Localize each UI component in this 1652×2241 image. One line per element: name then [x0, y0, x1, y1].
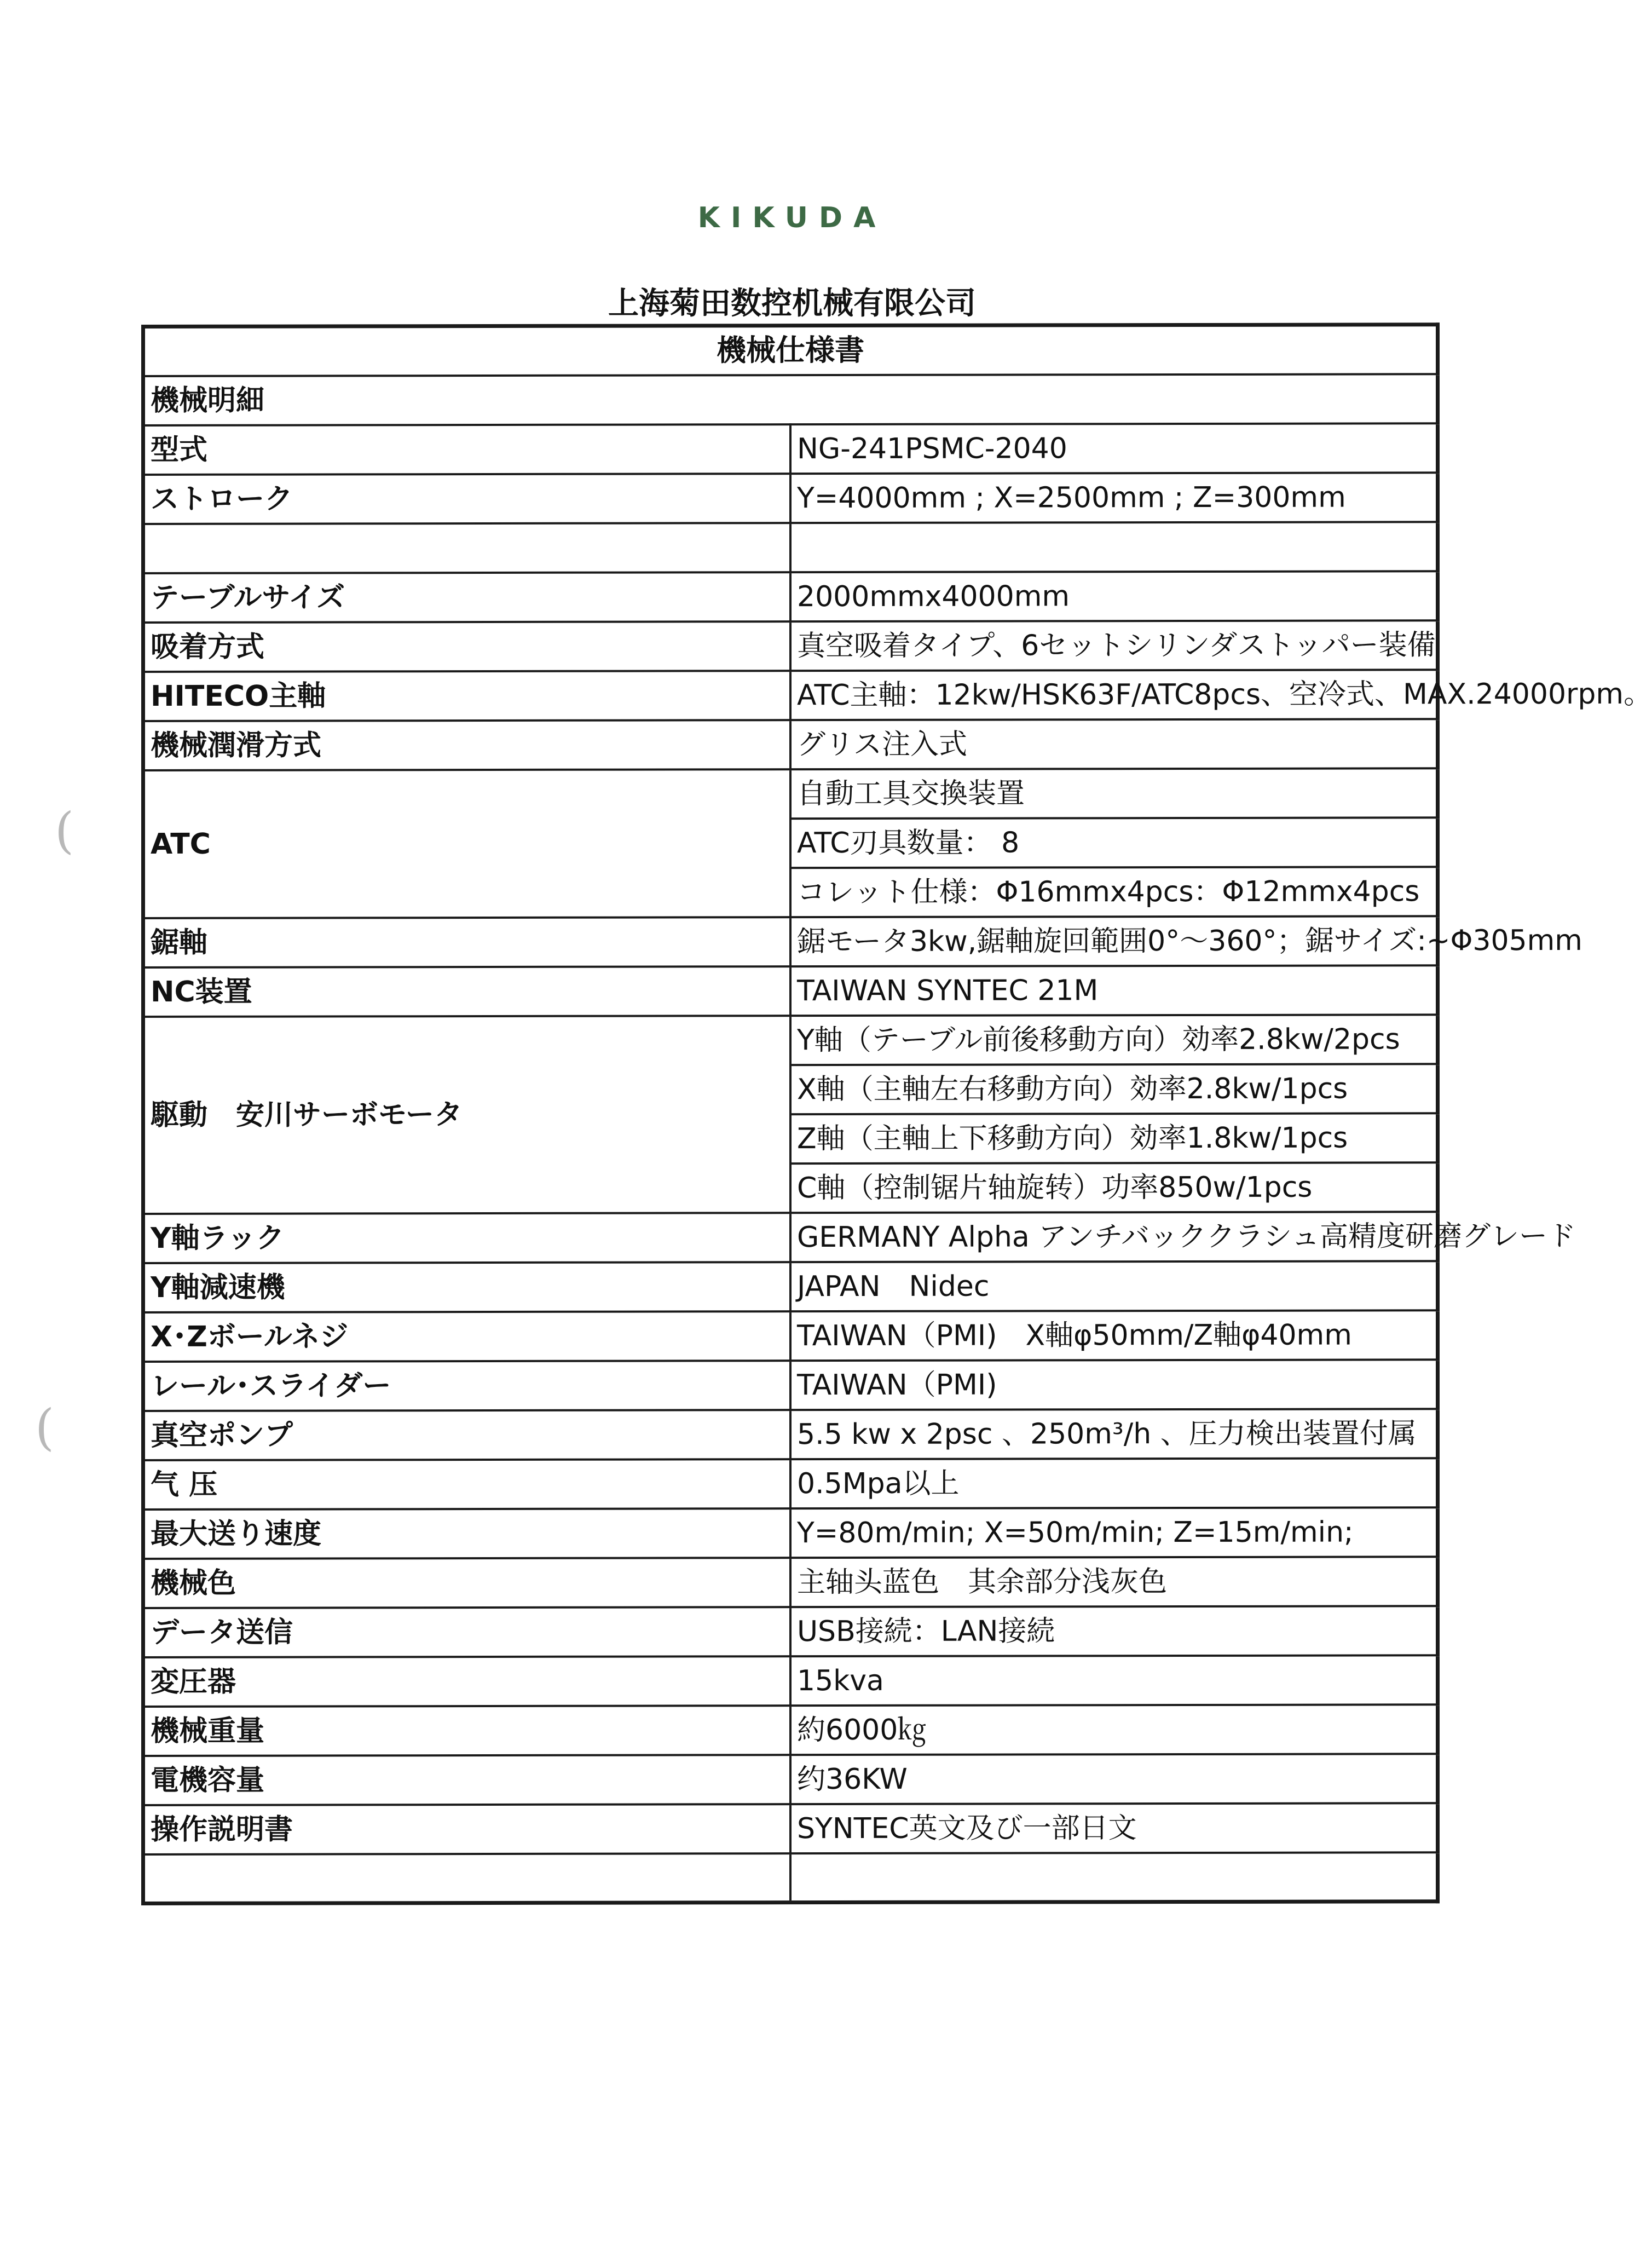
brand-logo: KIKUDA [697, 201, 887, 234]
spec-value: 自動工具交換装置 [790, 768, 1438, 819]
spec-label: 气 压 [143, 1459, 791, 1510]
spec-label: 駆動 安川サーボモータ [143, 1016, 791, 1214]
spec-value: GERMANY Alpha アンチバッククラシュ高精度研磨グレード [790, 1212, 1438, 1262]
table-row [143, 1359, 1438, 1411]
spec-label: 最大送り速度 [143, 1508, 791, 1559]
spec-value: 0.5Mpa以上 [790, 1458, 1438, 1508]
spec-label: X･Zボールネジ [143, 1311, 791, 1362]
spec-label: 機械潤滑方式 [143, 720, 791, 770]
spec-label: 電機容量 [143, 1755, 791, 1805]
table-row [143, 473, 1438, 524]
spec-label: 鋸軸 [143, 917, 791, 967]
spec-value: 约36KW [790, 1754, 1438, 1804]
spec-value: C軸（控制锯片轴旋转）功率850w/1pcs [790, 1162, 1438, 1213]
table-row [143, 965, 1438, 1017]
table-title-row [143, 325, 1438, 376]
table-row [143, 1261, 1438, 1312]
spec-value [790, 522, 1438, 572]
spec-label: ストローク [143, 474, 791, 524]
table-section-row [143, 374, 1438, 425]
section-heading: 機械明細 [143, 374, 1438, 425]
table-row [143, 1606, 1438, 1657]
spec-value: 主轴头蓝色 其余部分浅灰色 [790, 1557, 1438, 1607]
spec-value: JAPAN Nidec [790, 1261, 1438, 1311]
spec-label: NC装置 [143, 966, 791, 1017]
spec-label: レール･スライダー [143, 1361, 791, 1411]
spec-value: 2000mmx4000mm [790, 571, 1438, 621]
spec-label: HITECO主軸 [143, 671, 791, 721]
table-row [143, 768, 1438, 820]
spec-label: 真空ポンプ [143, 1410, 791, 1460]
table-row [143, 1507, 1438, 1559]
table-row [143, 1310, 1438, 1362]
spec-value: 5.5 kw x 2psc 、250m³/h 、圧力検出装置付属 [790, 1409, 1438, 1459]
table-row [143, 522, 1438, 573]
spec-value: Y軸（テーブル前後移動方向）効率2.8kw/2pcs [790, 1015, 1438, 1065]
spec-label: 変圧器 [143, 1656, 791, 1707]
table-row [143, 1754, 1438, 1805]
table-title: 機械仕様書 [143, 325, 1438, 376]
table-row [143, 719, 1438, 770]
spec-value: NG-241PSMC-2040 [790, 423, 1438, 474]
punch-hole-mark: ( [55, 802, 74, 860]
table-row [143, 423, 1438, 475]
spec-value: グリス注入式 [790, 719, 1438, 769]
spec-label: 操作説明書 [143, 1804, 791, 1854]
spec-value: Y=4000mm ; X=2500mm ; Z=300mm [790, 473, 1438, 523]
table-row [143, 1409, 1438, 1460]
spec-value: Y=80m/min; X=50m/min; Z=15m/min; [790, 1507, 1438, 1558]
spec-value: SYNTEC英文及び一部日文 [790, 1803, 1438, 1853]
spec-value: Z軸（主軸上下移動方向）効率1.8kw/1pcs [790, 1113, 1438, 1163]
spec-value: コレット仕様：Φ16mmx4pcs：Φ12mmx4pcs [790, 867, 1438, 917]
spec-value: 約6000㎏ [790, 1704, 1438, 1755]
table-row [143, 571, 1438, 623]
spec-value: ATC主軸：12kw/HSK63F/ATC8pcs、空冷式、MAX.24000rpm。 [790, 670, 1438, 720]
spec-label [143, 1853, 791, 1904]
spec-value: TAIWAN SYNTEC 21M [790, 965, 1438, 1016]
spec-label: データ送信 [143, 1607, 791, 1657]
spec-value: 真空吸着タイプ、6セットシリンダストッパー装備 [790, 620, 1438, 671]
table-row [143, 916, 1438, 967]
table-row [143, 670, 1438, 721]
spec-value: X軸（主軸左右移動方向）効率2.8kw/1pcs [790, 1064, 1438, 1114]
table-row [143, 620, 1438, 672]
spec-value: USB接続：LAN接続 [790, 1606, 1438, 1656]
table-row [143, 1557, 1438, 1608]
spec-label: Y軸ラック [143, 1213, 791, 1263]
spec-label: 型式 [143, 424, 791, 475]
spec-label: 機械色 [143, 1558, 791, 1608]
company-name: 上海菊田数控机械有限公司 [608, 286, 976, 321]
punch-hole-mark: ( [35, 1399, 55, 1456]
spec-label: Y軸減速機 [143, 1262, 791, 1312]
spec-table [141, 322, 1652, 1905]
spec-value [790, 1852, 1438, 1903]
spec-value: 15kva [790, 1655, 1438, 1706]
table-row [143, 1655, 1438, 1707]
spec-label: 機械重量 [143, 1706, 791, 1756]
spec-value: TAIWAN（PMI) X軸φ50mm/Z軸φ40mm [790, 1310, 1438, 1361]
table-row [143, 1015, 1438, 1066]
spec-label: テーブルサイズ [143, 572, 791, 623]
spec-value: ATC刃具数量： 8 [790, 817, 1438, 868]
spec-label: ATC [143, 769, 791, 918]
spec-value: TAIWAN（PMI) [790, 1359, 1438, 1410]
table-row [143, 1458, 1438, 1510]
table-row [143, 1852, 1438, 1904]
spec-label [143, 523, 791, 573]
spec-label: 吸着方式 [143, 621, 791, 672]
table-row [143, 1704, 1438, 1756]
table-row [143, 1803, 1438, 1854]
table-row [143, 1212, 1438, 1263]
spec-value: 鋸モータ3kw,鋸軸旋回範囲0°～360°；鋸サイズ:~Φ305mm [790, 916, 1438, 966]
